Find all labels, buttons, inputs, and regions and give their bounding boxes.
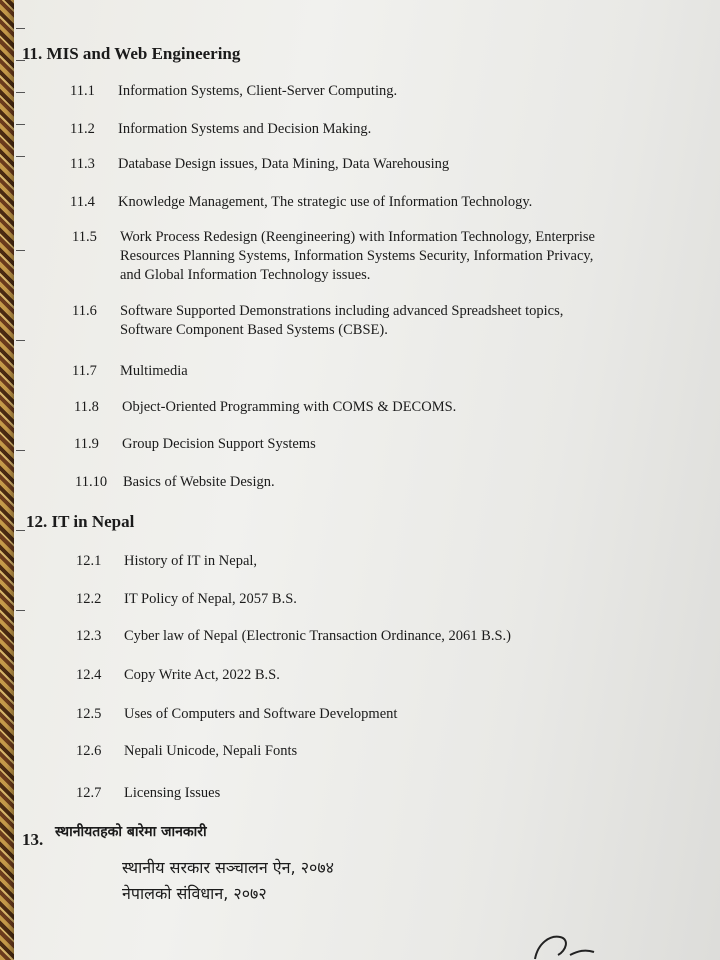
- item-text: Information Systems and Decision Making.: [118, 121, 372, 137]
- item-number: 11.8: [74, 399, 99, 415]
- item-text: History of IT in Nepal,: [124, 553, 258, 569]
- item-number: 11.5: [72, 229, 97, 245]
- section-12-heading: 12. IT in Nepal: [26, 512, 135, 531]
- item-number: 12.2: [76, 591, 102, 607]
- item-number: 11.6: [72, 303, 97, 319]
- item-number: 12.5: [76, 706, 102, 722]
- item-text: Work Process Redesign (Reengineering) with Information Technology, Enterprise: [120, 229, 595, 245]
- item-text: Database Design issues, Data Mining, Data Warehousing: [118, 156, 450, 172]
- item-text: Basics of Website Design.: [123, 474, 275, 490]
- item-text: Resources Planning Systems, Information Systems Security, Information Privacy,: [120, 248, 594, 264]
- item-text: Multimedia: [120, 363, 188, 379]
- item-text: Software Component Based Systems (CBSE).: [120, 322, 388, 338]
- item-text: Object-Oriented Programming with COMS & DECOMS.: [122, 399, 457, 415]
- section-13-line-2: नेपालको संविधान, २०७२: [122, 884, 267, 903]
- item-text: Information Systems, Client-Server Computing.: [118, 83, 398, 99]
- item-number: 12.1: [76, 553, 102, 569]
- section-13-heading: स्थानीयतहको बारेमा जानकारी: [55, 824, 207, 840]
- item-number: 12.6: [76, 743, 102, 759]
- item-text: Cyber law of Nepal (Electronic Transaction Ordinance, 2061 B.S.): [124, 628, 511, 644]
- item-text: Nepali Unicode, Nepali Fonts: [124, 743, 298, 759]
- section-13-number: 13.: [22, 830, 44, 849]
- item-text: and Global Information Technology issues.: [120, 267, 371, 283]
- item-text: IT Policy of Nepal, 2057 B.S.: [124, 591, 297, 607]
- item-number: 11.1: [70, 83, 95, 99]
- item-number: 11.7: [72, 363, 97, 379]
- item-number: 11.10: [75, 474, 108, 490]
- item-text: Licensing Issues: [124, 785, 221, 801]
- section-11-heading: 11. MIS and Web Engineering: [22, 44, 241, 63]
- item-number: 11.3: [70, 156, 95, 172]
- item-number: 12.7: [76, 785, 102, 801]
- item-text: Uses of Computers and Software Development: [124, 706, 398, 722]
- item-number: 12.3: [76, 628, 102, 644]
- item-number: 11.4: [70, 194, 95, 210]
- item-text: Software Supported Demonstrations including advanced Spreadsheet topics,: [120, 303, 564, 319]
- item-text: Group Decision Support Systems: [122, 436, 316, 452]
- item-text: Knowledge Management, The strategic use of Information Technology.: [118, 194, 533, 210]
- handwritten-mark: [530, 925, 600, 960]
- item-text: Copy Write Act, 2022 B.S.: [124, 667, 280, 683]
- item-number: 11.9: [74, 436, 99, 452]
- section-13-line-1: स्थानीय सरकार सञ्चालन ऐन, २०७४: [122, 858, 334, 877]
- item-number: 11.2: [70, 121, 95, 137]
- item-number: 12.4: [76, 667, 102, 683]
